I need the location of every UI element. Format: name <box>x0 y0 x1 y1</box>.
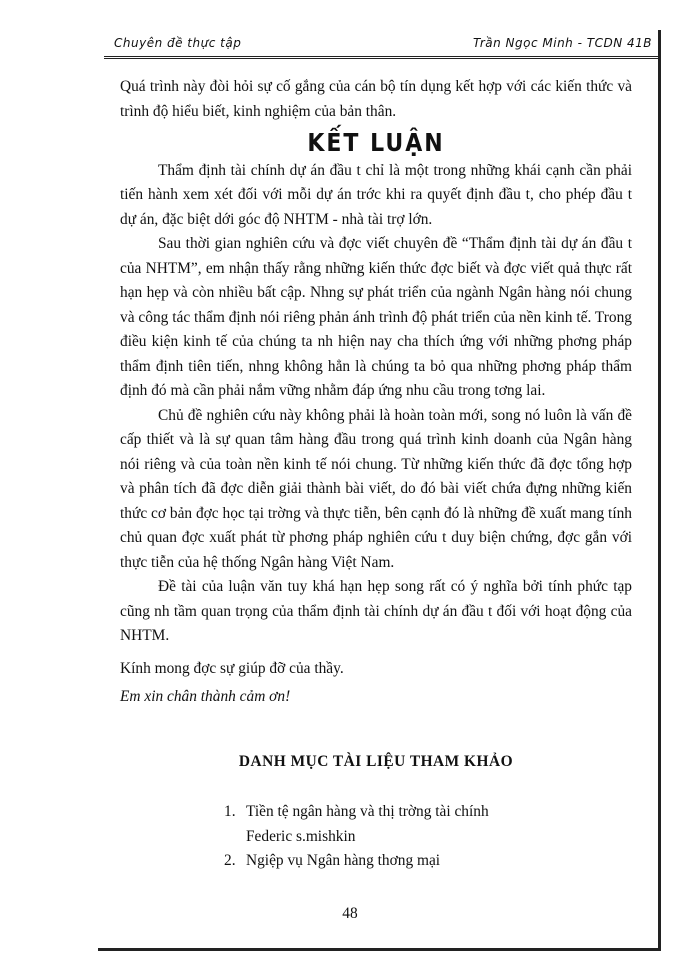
reference-number: 1. <box>224 803 236 820</box>
conclusion-paragraph-4: Đề tài của luận văn tuy khá hạn hẹp song rất có ý nghĩa bởi tính phức tạp cũng nh tầm quan trọng của thẩm định tài chính dự án đầu t đối với hoạt động của NHTM. <box>120 578 632 644</box>
conclusion-heading: KẾT LUẬN <box>307 129 445 158</box>
references-title: DANH MỤC TÀI LIỆU THAM KHẢO <box>238 752 514 770</box>
references-list <box>224 800 604 874</box>
reference-item <box>224 849 604 874</box>
thanks-line: Em xin chân thành cảm ơn! <box>120 688 291 705</box>
conclusion-paragraph-2: Sau thời gian nghiên cứu và đợc viết chuyên đề “Thẩm định tài dự án đầu t của NHTM”, em nhận thấy rằng những kiến thức đợc biết và đợc viết quả thực rất hạn hẹp và còn nhiều bất cập. Nhng sự phát triển của ngành Ngân hàng nói chung và công tác thẩm định nói riêng phản ánh trình độ phát triển của nền kinh tế. Trong điều kiện kinh tế của chúng ta nh hiện nay cha thích ứng với những phơng pháp thẩm định tiên tiến, nhng không hẳn là chúng ta bỏ qua những phơng pháp thẩm định đó mà cần phải nắm vững nhằm đáp ứng nhu cầu trong tơng lai. <box>120 235 632 399</box>
reference-item <box>224 800 604 849</box>
document-body <box>120 75 632 874</box>
request-line <box>120 657 632 682</box>
header-title: Chuyên đề thực tập <box>114 36 242 50</box>
intro-paragraph: Quá trình này đòi hỏi sự cố gắng của cán bộ tín dụng kết hợp với các kiến thức và trình độ hiểu biết, kinh nghiệm của bản thân. <box>120 78 632 120</box>
header-author: Trần Ngọc Minh - TCDN 41B <box>472 36 652 50</box>
page-number: 48 <box>342 905 358 922</box>
reference-title: Ngiệp vụ Ngân hàng thơng mại <box>246 852 441 869</box>
page-header <box>104 34 658 59</box>
conclusion-paragraph-3: Chủ đề nghiên cứu này không phải là hoàn toàn mới, song nó luôn là vấn đề cấp thiết và là sự quan tâm hàng đầu trong quá trình kinh doanh của Ngân hàng nói riêng và của toàn nền kinh tế nói chung. Từ những kiến thức đã đợc tổng hợp và phân tích đã đợc diễn giải thành bài viết, do đó bài viết chứa đựng những kiến thức cơ bản đợc học tại trờng và thực tiễn, bên cạnh đó là những đề xuất mang tính chủ quan đợc xuất phát từ phơng pháp nghiên cứu t duy biện chứng, đợc gắn với thực tiễn của hệ thống Ngân hàng Việt Nam. <box>120 406 632 571</box>
reference-number: 2. <box>224 852 236 869</box>
reference-author: Federic s.mishkin <box>246 827 356 845</box>
request-text: Kính mong đợc sự giúp đỡ của thầy. <box>120 659 344 677</box>
conclusion-paragraph-1: Thẩm định tài chính dự án đầu t chỉ là một trong những khái cạnh cần phải tiến hành xem xét đối với mỗi dự án trớc khi ra quyết định đầu t, cho phép đầu t dự án, đặc biệt dới góc độ NHTM - nhà tài trợ lớn. <box>120 161 632 228</box>
reference-title: Tiền tệ ngân hàng và thị trờng tài chính <box>246 803 489 820</box>
